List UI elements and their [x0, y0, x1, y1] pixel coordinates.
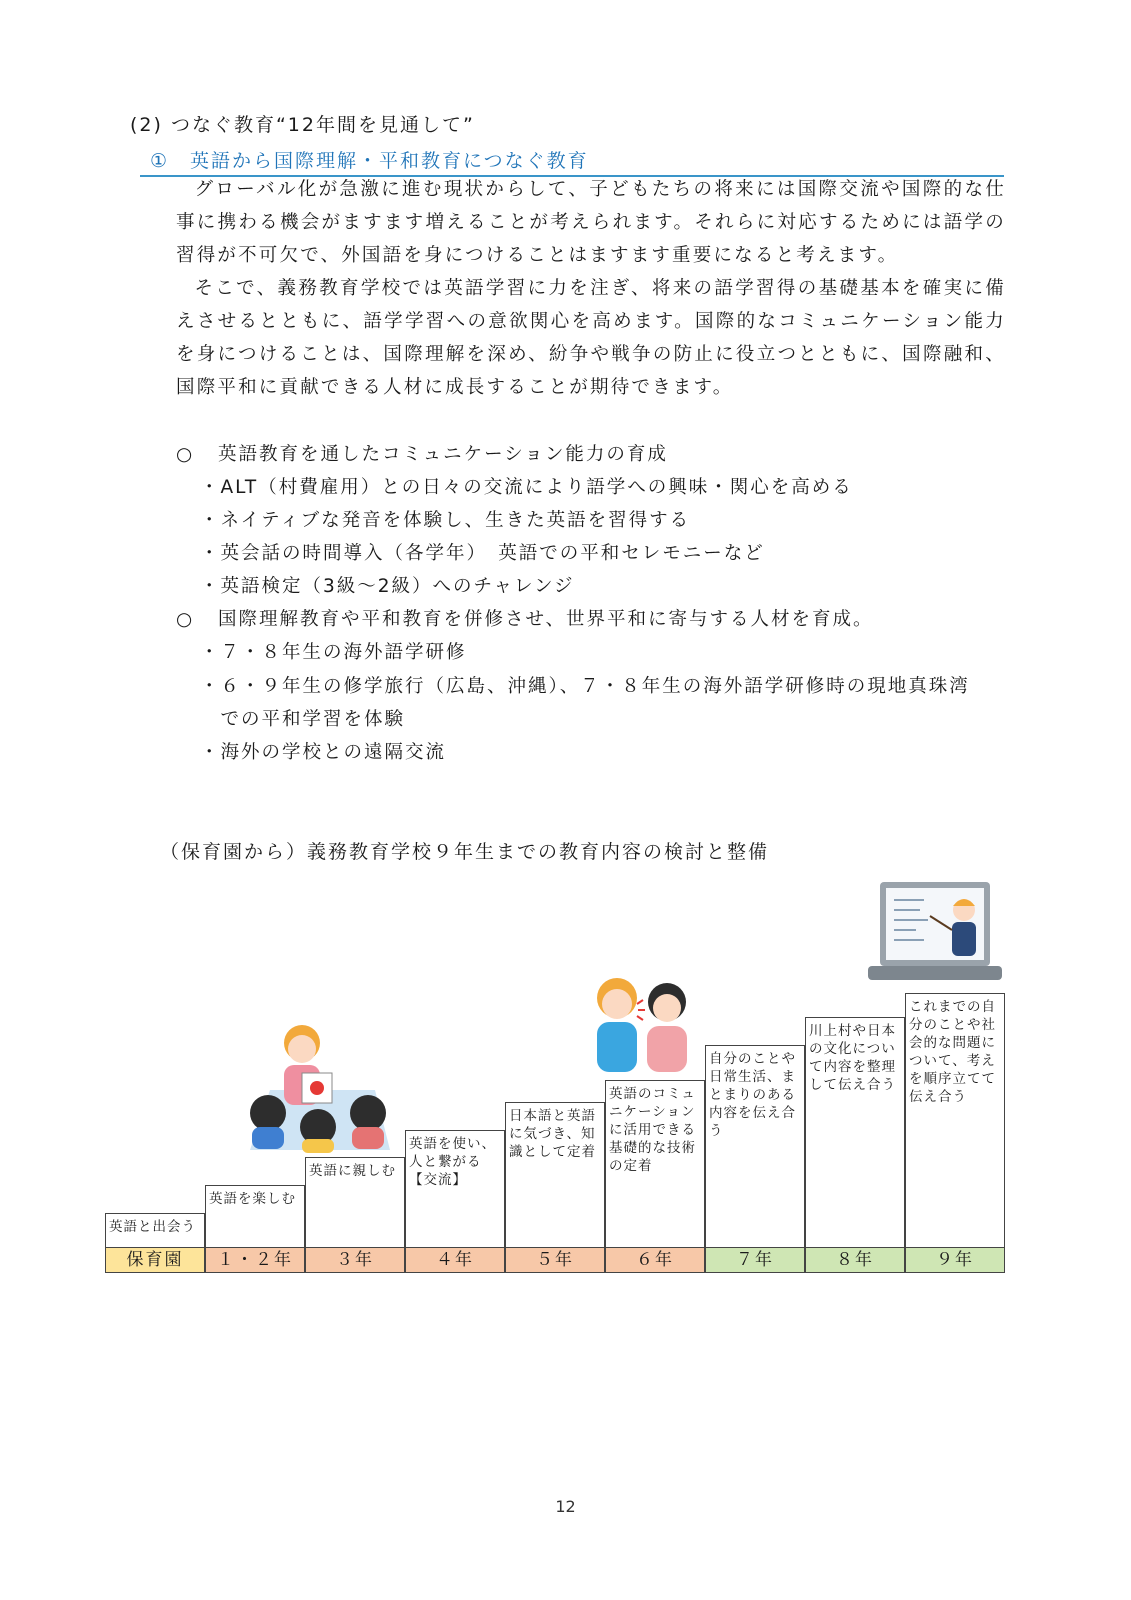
paragraph-2: そこで、義務教育学校では英語学習に力を注ぎ、将来の語学習得の基礎基本を確実に備えさせるとともに、語学学習への意欲関心を高めます。国際的なコミュニケーション能力を身につけることは、国際理解を深め、紛争や戦争の防止に役立つとともに、国際融和、国際平和に貢献できる人材に成長することが期待できます。 — [176, 278, 1006, 398]
group-heading-text: 国際理解教育や平和教育を併修させ、世界平和に寄与する人材を育成。 — [218, 609, 874, 630]
teacher-face — [288, 1035, 316, 1063]
list-item: ・７・８年生の海外語学研修 — [200, 642, 467, 663]
grade-cell-4: ４年 — [405, 1247, 505, 1273]
grade-cell-8: ８年 — [805, 1247, 905, 1273]
apple-icon — [310, 1081, 324, 1095]
list-item: ・海外の学校との遠隔交流 — [200, 742, 447, 763]
step-box-2: 英語を楽しむ — [205, 1185, 305, 1247]
conversation-illustration — [585, 970, 695, 1080]
child-head — [350, 1095, 386, 1131]
person-face — [602, 989, 632, 1019]
grade-cell-1: 保育園 — [105, 1247, 205, 1273]
group-heading-1 — [176, 440, 668, 466]
list-item: での平和学習を体験 — [200, 709, 406, 730]
step-box-8: 川上村や日本の文化について内容を整理して伝え合う — [805, 1017, 905, 1247]
circle-mark: ○ — [176, 609, 195, 630]
list-item: ・６・９年生の修学旅行（広島、沖縄）、７・８年生の海外語学研修時の現地真珠湾 — [200, 676, 970, 697]
grade-cell-7: ７年 — [705, 1247, 805, 1273]
child-body — [352, 1127, 384, 1149]
speech-lines-icon — [637, 1000, 645, 1020]
list-item: ・英語検定（3級〜2級）へのチャレンジ — [200, 576, 575, 597]
person-face — [653, 994, 681, 1022]
intro-paragraph-2 — [176, 272, 1006, 404]
subsection-title: ① 英語から国際理解・平和教育につなぐ教育 — [150, 150, 589, 172]
list-item: ・ALT（村費雇用）との日々の交流により語学への興味・関心を高める — [200, 477, 853, 498]
person-body — [597, 1022, 637, 1072]
child-head — [250, 1095, 286, 1131]
laptop-base — [868, 966, 1002, 980]
page-number: 12 — [555, 1497, 576, 1516]
laptop-lesson-illustration — [868, 880, 1002, 992]
step-box-7: 自分のことや日常生活、まとまりのある内容を伝え合う — [705, 1045, 805, 1247]
teacher-suit — [952, 922, 976, 956]
step-box-3: 英語に親しむ — [305, 1157, 405, 1247]
step-box-1: 英語と出会う — [105, 1213, 205, 1247]
teacher-children-illustration — [240, 1015, 405, 1155]
child-body — [252, 1127, 284, 1149]
chart-title: （保育園から）義務教育学校９年生までの教育内容の検討と整備 — [160, 841, 770, 863]
list-item: ・英会話の時間導入（各学年） 英語での平和セレモニーなど — [200, 543, 765, 564]
grade-cell-6: ６年 — [605, 1247, 705, 1273]
section-title: (2) つなぐ教育“12年間を見通して” — [130, 114, 475, 136]
circle-mark: ○ — [176, 444, 195, 465]
grade-cell-5: ５年 — [505, 1247, 605, 1273]
person-body — [647, 1026, 687, 1072]
list-item: ・ネイティブな発音を体験し、生きた英語を習得する — [200, 510, 691, 531]
child-body — [302, 1139, 334, 1153]
group-heading-text: 英語教育を通したコミュニケーション能力の育成 — [218, 444, 668, 465]
step-box-9: これまでの自分のことや社会的な問題について、考えを順序立てて伝え合う — [905, 993, 1005, 1247]
step-box-6: 英語のコミュニケーションに活用できる基礎的な技術の定着 — [605, 1080, 705, 1247]
grade-cell-9: ９年 — [905, 1247, 1005, 1273]
step-box-5: 日本語と英語に気づき、知識として定着 — [505, 1102, 605, 1247]
group-heading-2 — [176, 605, 873, 631]
step-box-4: 英語を使い、人と繋がる【交流】 — [405, 1130, 505, 1247]
paragraph-1: グローバル化が急激に進む現状からして、子どもたちの将来には国際交流や国際的な仕事に携わる機会がますます増えることが考えられます。それらに対応するためには語学の習得が不可欠で、外国語を身につけることはますます重要になると考えます。 — [176, 179, 1006, 266]
intro-paragraph — [176, 173, 1006, 272]
grade-cell-3: ３年 — [305, 1247, 405, 1273]
grade-cell-2: １・２年 — [205, 1247, 305, 1273]
